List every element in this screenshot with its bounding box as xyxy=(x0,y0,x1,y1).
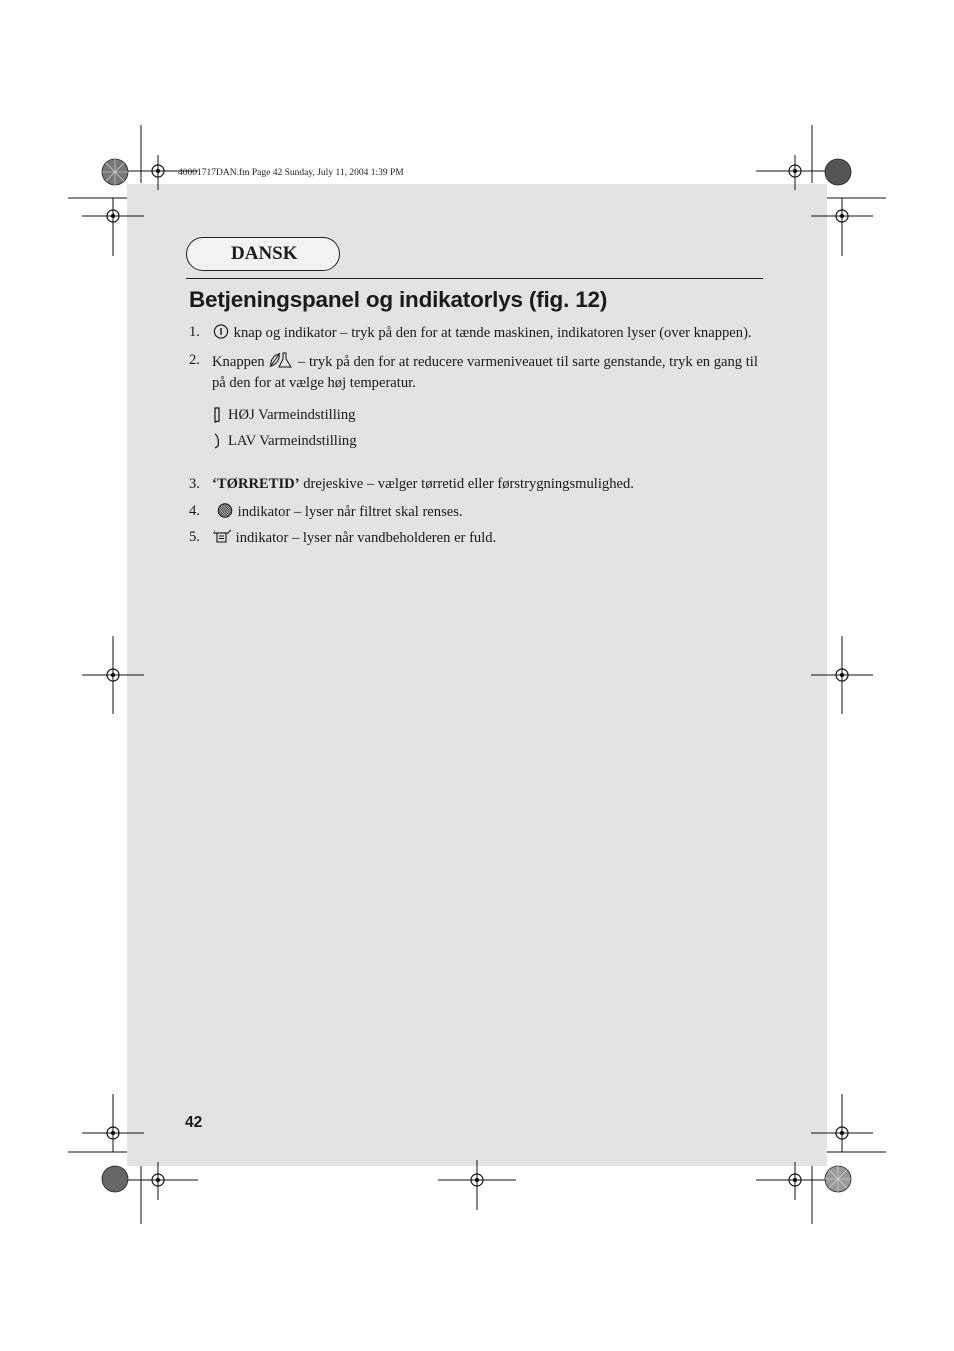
delicate-heat-icon xyxy=(268,351,294,374)
water-container-icon xyxy=(212,528,232,549)
sub-item-label: HØJ Varmeindstilling xyxy=(228,407,356,423)
filter-icon xyxy=(216,502,234,523)
numbered-list xyxy=(189,323,764,549)
file-header: 40001717DAN.fm Page 42 Sunday, July 11, 2004 1:39 PM xyxy=(178,168,404,178)
page-number: 42 xyxy=(185,1114,203,1131)
item-bold-label: ‘TØRRETID’ xyxy=(212,476,300,492)
power-icon xyxy=(212,323,230,344)
section-title: Betjeningspanel og indikatorlys (fig. 12) xyxy=(189,287,608,312)
list-item xyxy=(189,475,764,493)
item-prefix: Knappen xyxy=(212,353,269,370)
item-number: 4. xyxy=(189,503,200,519)
list-item xyxy=(189,502,764,523)
sub-item-high-heat xyxy=(212,406,764,424)
list-item xyxy=(189,528,764,549)
sub-item-label: LAV Varmeindstilling xyxy=(228,433,357,449)
list-item xyxy=(189,351,764,392)
list-item xyxy=(189,323,764,344)
item-text: – tryk på den for at reducere varmeniveauet til sarte genstande, tryk en gang til på den for at vælge høj temperatur. xyxy=(212,353,758,391)
language-tab xyxy=(186,237,340,271)
item-text: drejeskive – vælger tørretid eller førstrygningsmulighed. xyxy=(299,476,634,492)
item-text: indikator – lyser når vandbeholderen er fuld. xyxy=(232,529,497,546)
low-heat-icon xyxy=(213,432,223,455)
language-label: DANSK xyxy=(231,243,298,264)
sub-item-low-heat xyxy=(212,432,764,450)
item-number: 2. xyxy=(189,352,200,368)
high-heat-icon xyxy=(213,406,223,429)
item-number: 1. xyxy=(189,324,200,340)
item-number: 3. xyxy=(189,476,200,492)
item-text: indikator – lyser når filtret skal renses. xyxy=(234,503,463,520)
header-rule xyxy=(186,278,763,279)
item-text: knap og indikator – tryk på den for at tænde maskinen, indikatoren lyser (over knappen). xyxy=(230,324,752,341)
item-number: 5. xyxy=(189,529,200,545)
